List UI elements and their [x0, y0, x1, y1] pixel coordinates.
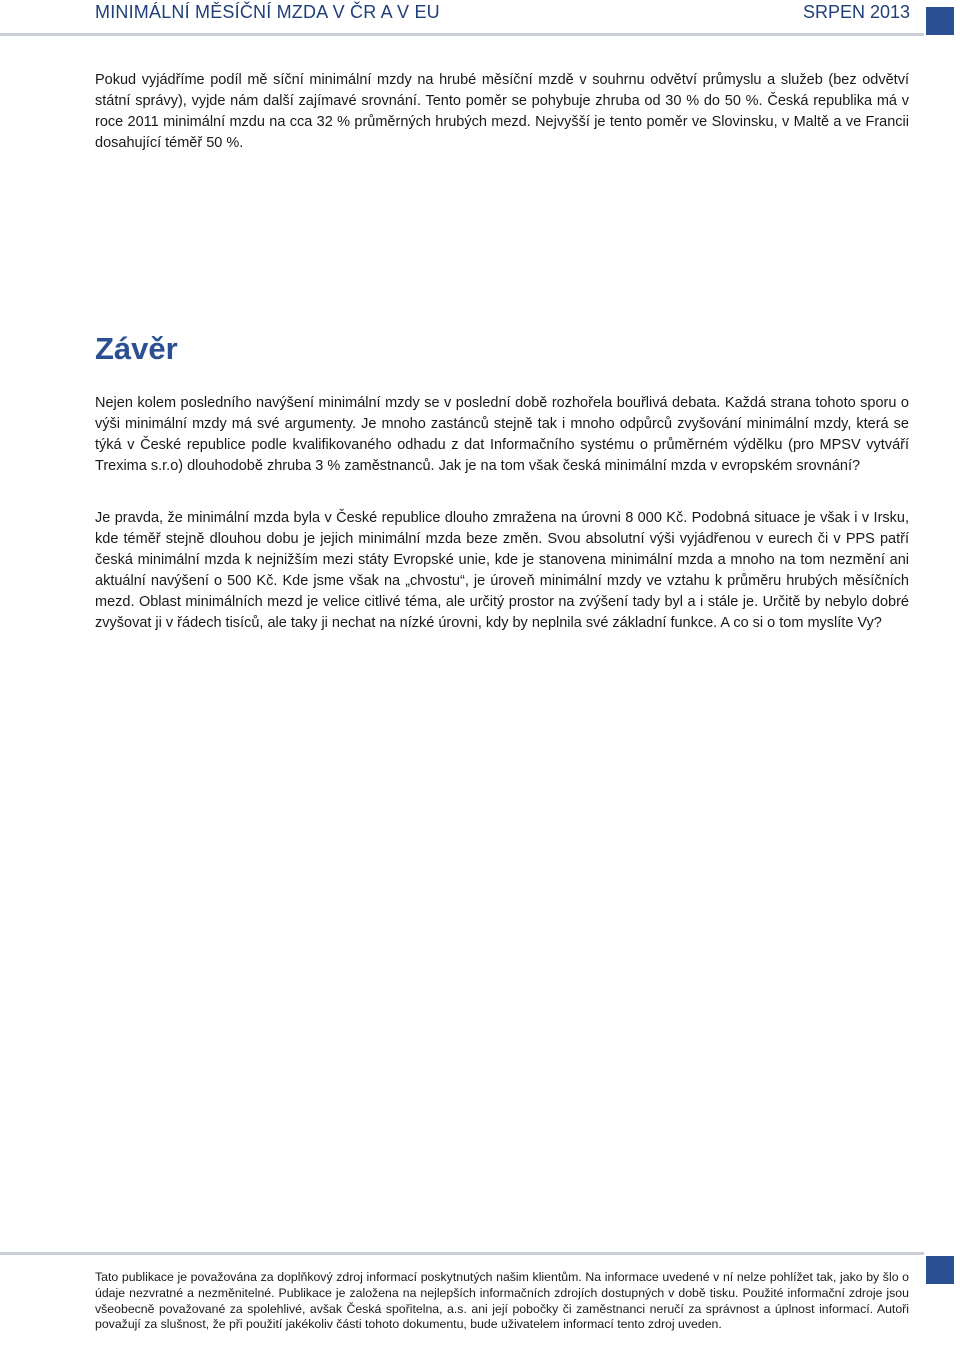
conclusion-paragraph-2: Je pravda, že minimální mzda byla v České republice dlouho zmražena na úrovni 8 000 Kč. Podobná situace je však i v Irsku, kde téměř stejně dlouhou dobu je jejich minimální mzda beze změn. Svou absolutní výši vyjádřenou v eurech či v PPS patří česká minimální mzda k nejnižším mezi státy Evropské unie, kde je stanovena minimální mzda a mnoho na tom nezmění ani aktuální navýšení o 500 Kč. Kde jsme však na „chvostu“, je úroveň minimální mzdy ve vztahu k průměru hrubých měsíčních mezd. Oblast minimálních mezd je velice citlivé téma, ale určitý prostor na zvýšení tady byl a i stále je. Určitě by nebylo dobré zvyšovat ji v řádech tisíců, ale taky ji nechat na nízké úrovni, kdy by neplnila své základní funkce. A co si o tom myslíte Vy? — [95, 510, 909, 631]
footer-disclaimer: Tato publikace je považována za doplňkový zdroj informací poskytnutých našim klientům. Na informace uvedené v ní nelze pohlížet tak, jako by šlo o údaje nezvratné a nezměnitelné. Publikace je založena na nejlepších informačních zdrojích dostupných v době tisku. Použité informační zdroje jsou všeobecně považované za spolehlivé, avšak Česká spořitelna, a.s. ani její pobočky či zaměstnanci neručí za správnost a úplnost informací. Autoři považují za slušnost, že při použití jakékoliv části tohoto dokumentu, bude uživatelem informací tento zdroj uveden. — [95, 1270, 909, 1332]
footer-divider — [0, 1252, 924, 1255]
page-header — [0, 0, 960, 40]
header-divider — [0, 33, 924, 36]
document-date: SRPEN 2013 — [802, 2, 910, 22]
section-heading-conclusion: Závěr — [95, 331, 178, 366]
intro-paragraph: Pokud vyjádříme podíl mě síční minimální mzdy na hrubé měsíční mzdě v souhrnu odvětví průmyslu a služeb (bez odvětví státní správy), vyjde nám další zajímavé srovnání. Tento poměr se pohybuje zhruba od 30 % do 50 %. Česká republika má v roce 2011 minimální mzdu na cca 32 % průměrných hrubých mezd. Nejvyšší je tento poměr ve Slovinsku, v Maltě a ve Francii dosahující téměř 50 %. — [95, 72, 909, 151]
document-title: MINIMÁLNÍ MĚSÍČNÍ MZDA V ČR A V EU — [95, 2, 440, 22]
conclusion-paragraph-1: Nejen kolem posledního navýšení minimální mzdy se v poslední době rozhořela bouřlivá debata. Každá strana tohoto sporu o výši minimální mzdy má své argumenty. Je mnoho zastánců stejně tak i mnoho odpůrců zvyšování minimální mzdy, která se týká v České republice podle kvalifikovaného odhadu z dat Informačního systému o průměrném výdělku (pro MPSV vytváří Trexima s.r.o) dlouhodobě zhruba 3 % zaměstnanců. Jak je na tom však česká minimální mzda v evropském srovnání? — [95, 395, 909, 474]
header-brand-square — [926, 7, 954, 35]
footer-brand-square — [926, 1256, 954, 1284]
